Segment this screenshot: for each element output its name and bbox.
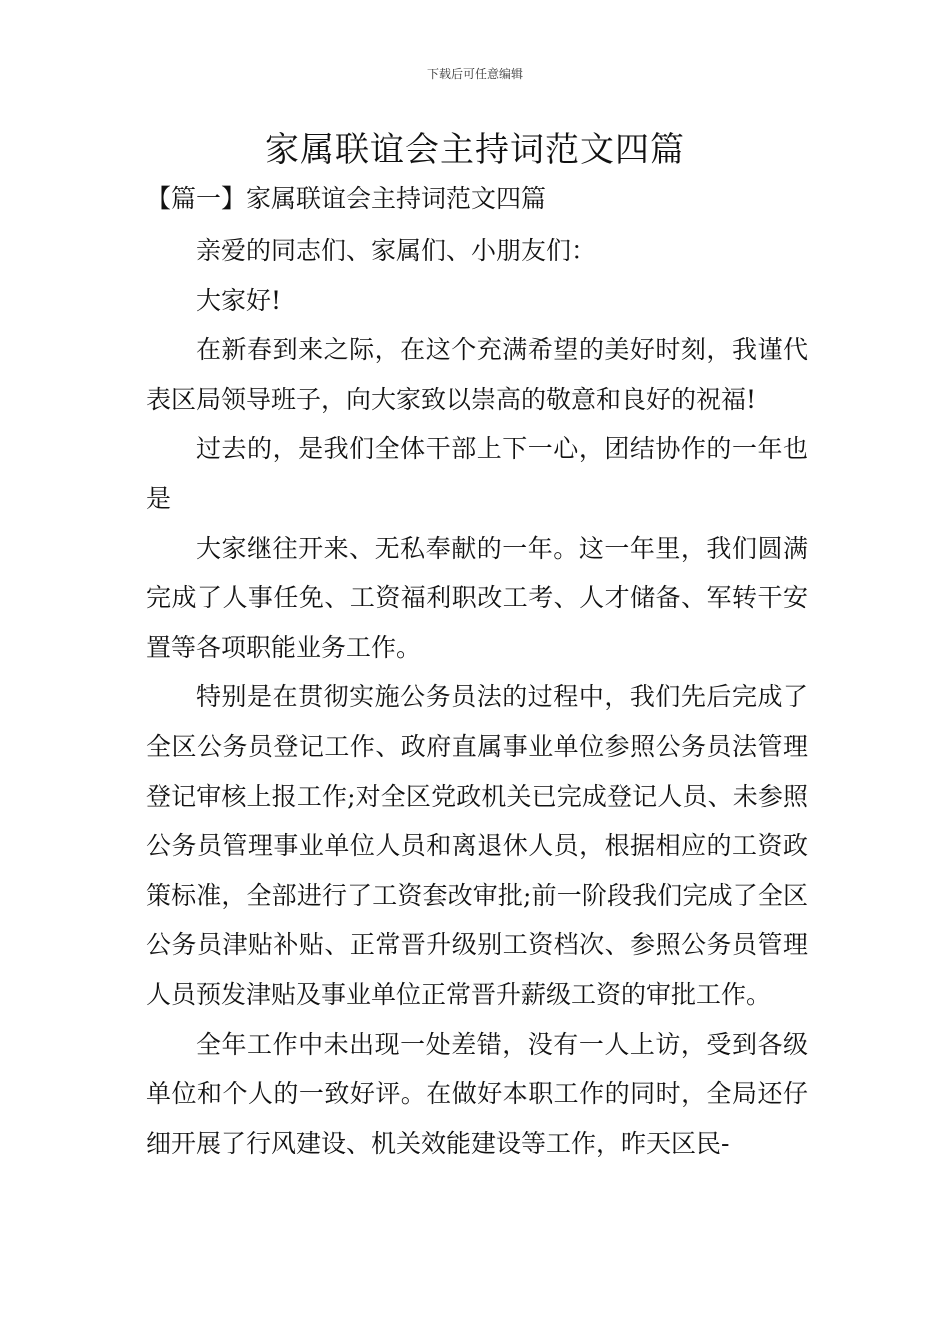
body-text — [146, 226, 808, 1168]
paragraph-civil-servant-law: 特别是在贯彻实施公务员法的过程中，我们先后完成了全区公务员登记工作、政府直属事业单位参照公务员法管理登记审核上报工作;对全区党政机关已完成登记人员、未参照公务员管理事业单位人员和离退休人员，根据相应的工资政策标准，全部进行了工资套改审批;前一阶段我们完成了全区公务员津贴补贴、正常晋升级别工资档次、参照公务员管理人员预发津贴及事业单位正常晋升薪级工资的审批工作。 — [146, 682, 808, 1009]
section-heading: 【篇一】家属联谊会主持词范文四篇 — [146, 184, 547, 213]
paragraph-greeting: 亲爱的同志们、家属们、小朋友们： — [196, 236, 597, 265]
header-note: 下载后可任意编辑 — [426, 67, 523, 81]
paragraph-past-year: 过去的，是我们全体干部上下一心，团结协作的一年也是 — [146, 434, 808, 513]
paragraph-achievements: 大家继往开来、无私奉献的一年。这一年里，我们圆满完成了人事任免、工资福利职改工考、人才储备、军转干安置等各项职能业务工作。 — [146, 533, 808, 662]
paragraph-no-errors: 全年工作中未出现一处差错，没有一人上访，受到各级单位和个人的一致好评。在做好本职工作的同时，全局还仔细开展了行风建设、机关效能建设等工作，昨天区民- — [146, 1029, 808, 1158]
paragraph-new-year: 在新春到来之际，在这个充满希望的美好时刻，我谨代表区局领导班子，向大家致以崇高的敬意和良好的祝福! — [146, 335, 808, 414]
paragraph-hello: 大家好! — [196, 285, 282, 315]
page-title: 家属联谊会主持词范文四篇 — [265, 130, 685, 170]
